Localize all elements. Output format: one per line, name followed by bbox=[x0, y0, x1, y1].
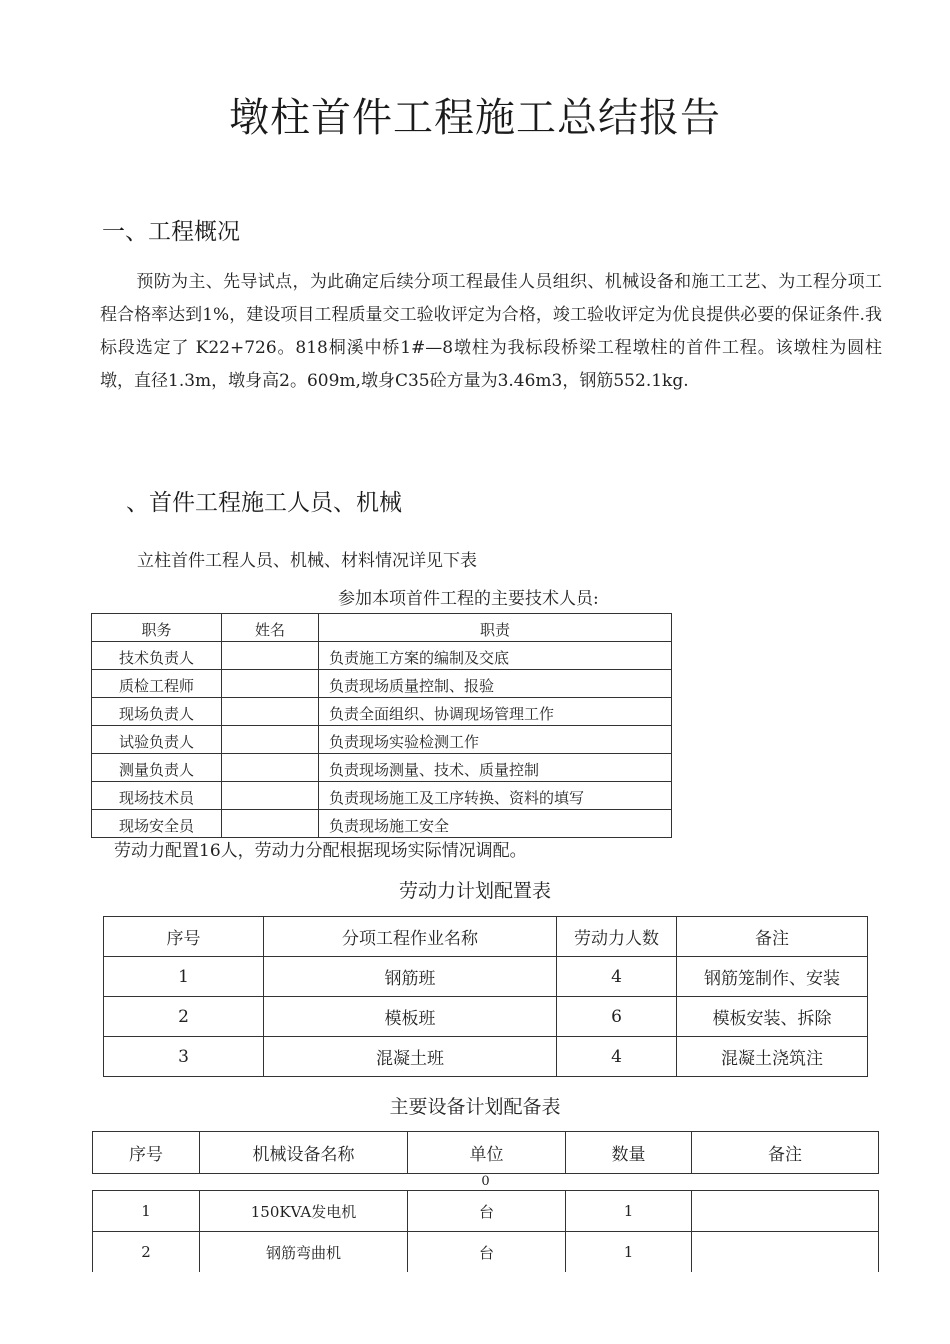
column-header: 备注 bbox=[692, 1132, 879, 1174]
table-cell: 2 bbox=[104, 997, 264, 1037]
column-header: 数量 bbox=[566, 1132, 692, 1174]
table-cell: 模板班 bbox=[264, 997, 557, 1037]
table-cell: 钢筋笼制作、安装 bbox=[677, 957, 868, 997]
section-2-intro: 立柱首件工程人员、机械、材料情况详见下表 bbox=[137, 551, 477, 571]
table-cell: 技术负责人 bbox=[92, 642, 222, 670]
table-cell: 4 bbox=[557, 1037, 677, 1077]
column-header: 姓名 bbox=[222, 614, 319, 642]
table-cell: 试验负责人 bbox=[92, 726, 222, 754]
column-header: 序号 bbox=[93, 1132, 200, 1174]
equipment-table-header bbox=[92, 1131, 879, 1174]
table-row bbox=[92, 670, 672, 698]
table-cell: 钢筋弯曲机 bbox=[200, 1232, 408, 1273]
table-row bbox=[92, 726, 672, 754]
table-cell: 测量负责人 bbox=[92, 754, 222, 782]
table-header-row bbox=[92, 614, 672, 642]
table-cell: 1 bbox=[566, 1191, 692, 1232]
table-cell bbox=[222, 782, 319, 810]
equipment-table bbox=[92, 1190, 879, 1272]
column-header: 单位 bbox=[408, 1132, 566, 1174]
table-cell bbox=[222, 670, 319, 698]
table-cell bbox=[222, 698, 319, 726]
table-cell: 混凝土浇筑注 bbox=[677, 1037, 868, 1077]
table-cell: 台 bbox=[408, 1191, 566, 1232]
table-cell: 现场负责人 bbox=[92, 698, 222, 726]
table-cell: 负责现场施工安全 bbox=[319, 810, 672, 838]
table-header-row bbox=[104, 917, 868, 957]
table-cell: 4 bbox=[557, 957, 677, 997]
table-row bbox=[92, 642, 672, 670]
table-cell: 2 bbox=[93, 1232, 200, 1273]
table-cell bbox=[222, 810, 319, 838]
table-row bbox=[104, 997, 868, 1037]
table-cell: 现场技术员 bbox=[92, 782, 222, 810]
column-header: 备注 bbox=[677, 917, 868, 957]
table-gap-text: 0 bbox=[481, 1174, 490, 1189]
labor-table-caption: 劳动力计划配置表 bbox=[398, 880, 551, 902]
column-header: 序号 bbox=[104, 917, 264, 957]
staff-table bbox=[91, 613, 672, 838]
column-header: 职责 bbox=[319, 614, 672, 642]
table-row bbox=[92, 810, 672, 838]
staff-table-caption: 参加本项首件工程的主要技术人员: bbox=[338, 589, 599, 609]
labor-table bbox=[103, 916, 868, 1077]
table-cell: 3 bbox=[104, 1037, 264, 1077]
column-header: 机械设备名称 bbox=[200, 1132, 408, 1174]
equipment-table-caption: 主要设备计划配备表 bbox=[389, 1096, 561, 1118]
document-title: 墩柱首件工程施工总结报告 bbox=[229, 95, 721, 141]
table-cell bbox=[692, 1232, 879, 1273]
table-header-row bbox=[93, 1132, 879, 1174]
table-cell: 负责施工方案的编制及交底 bbox=[319, 642, 672, 670]
table-cell: 负责全面组织、协调现场管理工作 bbox=[319, 698, 672, 726]
section-2-heading: 、首件工程施工人员、机械 bbox=[126, 490, 402, 516]
table-cell: 模板安装、拆除 bbox=[677, 997, 868, 1037]
table-cell bbox=[222, 754, 319, 782]
table-cell: 台 bbox=[408, 1232, 566, 1273]
table-row bbox=[92, 754, 672, 782]
table-row bbox=[104, 957, 868, 997]
table-cell: 混凝土班 bbox=[264, 1037, 557, 1077]
overview-paragraph-text: 预防为主、先导试点，为此确定后续分项工程最佳人员组织、机械设备和施工工艺、为工程分项工程合格率达到1%，建设项目工程质量交工验收评定为合格，竣工验收评定为优良提供必要的保证条件.我标段选定了 K22+726。818桐溪中桥1#—8墩柱为我标段桥梁工程墩柱的首件工程。该墩柱为圆柱墩，直径1.3m，墩身高2。609m,墩身C35砼方量为3.46m3，钢筋552.1kg. bbox=[100, 272, 882, 391]
table-cell bbox=[222, 642, 319, 670]
column-header: 职务 bbox=[92, 614, 222, 642]
section-1-heading: 一、工程概况 bbox=[102, 219, 240, 245]
table-cell: 6 bbox=[557, 997, 677, 1037]
table-cell: 负责现场测量、技术、质量控制 bbox=[319, 754, 672, 782]
table-cell: 1 bbox=[104, 957, 264, 997]
table-cell: 150KVA发电机 bbox=[200, 1191, 408, 1232]
table-cell bbox=[692, 1191, 879, 1232]
table-row bbox=[104, 1037, 868, 1077]
table-cell: 负责现场施工及工序转换、资料的填写 bbox=[319, 782, 672, 810]
table-row bbox=[92, 698, 672, 726]
column-header: 分项工程作业名称 bbox=[264, 917, 557, 957]
table-cell: 负责现场质量控制、报验 bbox=[319, 670, 672, 698]
table-cell bbox=[222, 726, 319, 754]
table-row bbox=[93, 1232, 879, 1273]
table-cell: 负责现场实验检测工作 bbox=[319, 726, 672, 754]
labor-note: 劳动力配置16人，劳动力分配根据现场实际情况调配。 bbox=[114, 841, 527, 861]
table-cell: 1 bbox=[93, 1191, 200, 1232]
table-cell: 现场安全员 bbox=[92, 810, 222, 838]
table-cell: 质检工程师 bbox=[92, 670, 222, 698]
table-cell: 钢筋班 bbox=[264, 957, 557, 997]
column-header: 劳动力人数 bbox=[557, 917, 677, 957]
overview-paragraph bbox=[100, 266, 882, 398]
table-cell: 1 bbox=[566, 1232, 692, 1273]
table-row bbox=[92, 782, 672, 810]
table-row bbox=[93, 1191, 879, 1232]
